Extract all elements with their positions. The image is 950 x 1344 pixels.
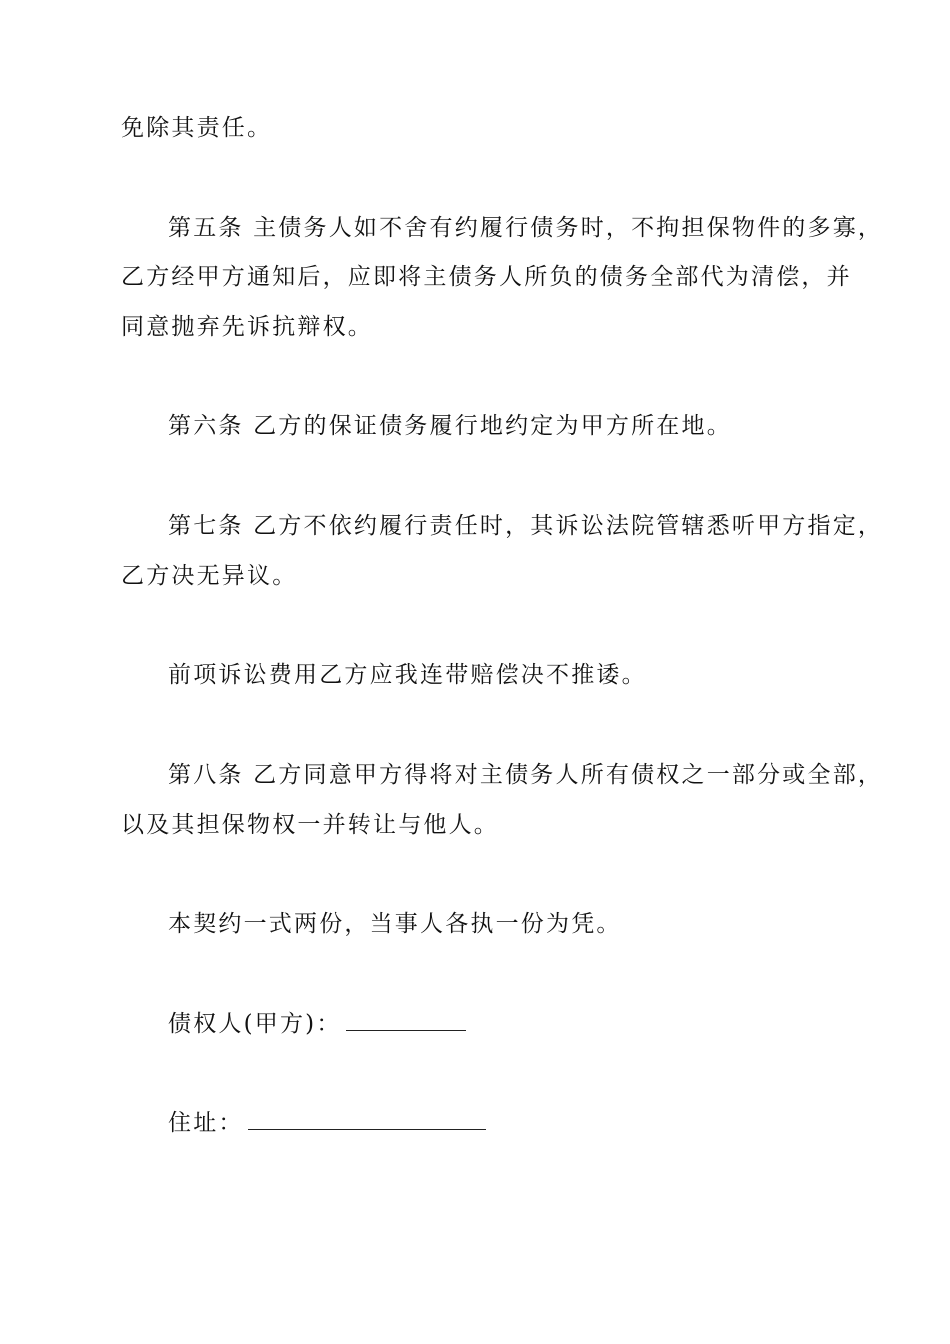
article-7-line-1: 第七条 乙方不依约履行责任时，其诉讼法院管辖悉听甲方指定， — [168, 513, 884, 539]
litigation-cost-line: 前项诉讼费用乙方应我连带赔偿决不推诿。 — [168, 662, 647, 688]
article-6-line-1: 第六条 乙方的保证债务履行地约定为甲方所在地。 — [168, 413, 732, 439]
creditor-signature-row — [168, 1009, 466, 1039]
address-blank — [248, 1109, 486, 1130]
address-row — [168, 1108, 486, 1138]
creditor-name-blank — [346, 1010, 466, 1031]
article-8-line-1: 第八条 乙方同意甲方得将对主债务人所有债权之一部分或全部， — [168, 762, 884, 788]
copies-statement: 本契约一式两份，当事人各执一份为凭。 — [168, 911, 622, 937]
article-5-line-1: 第五条 主债务人如不舍有约履行债务时，不拘担保物件的多寡， — [168, 215, 884, 241]
paragraph-continuation: 免除其责任。 — [121, 115, 273, 141]
article-5-line-3: 同意抛弃先诉抗辩权。 — [121, 314, 373, 340]
article-7-line-2: 乙方决无异议。 — [121, 563, 298, 589]
address-label: 住址： — [168, 1110, 244, 1136]
article-8-line-2: 以及其担保物权一并转让与他人。 — [121, 812, 499, 838]
creditor-label: 债权人(甲方)： — [168, 1011, 342, 1037]
article-5-line-2: 乙方经甲方通知后，应即将主债务人所负的债务全部代为清偿，并 — [121, 264, 852, 290]
